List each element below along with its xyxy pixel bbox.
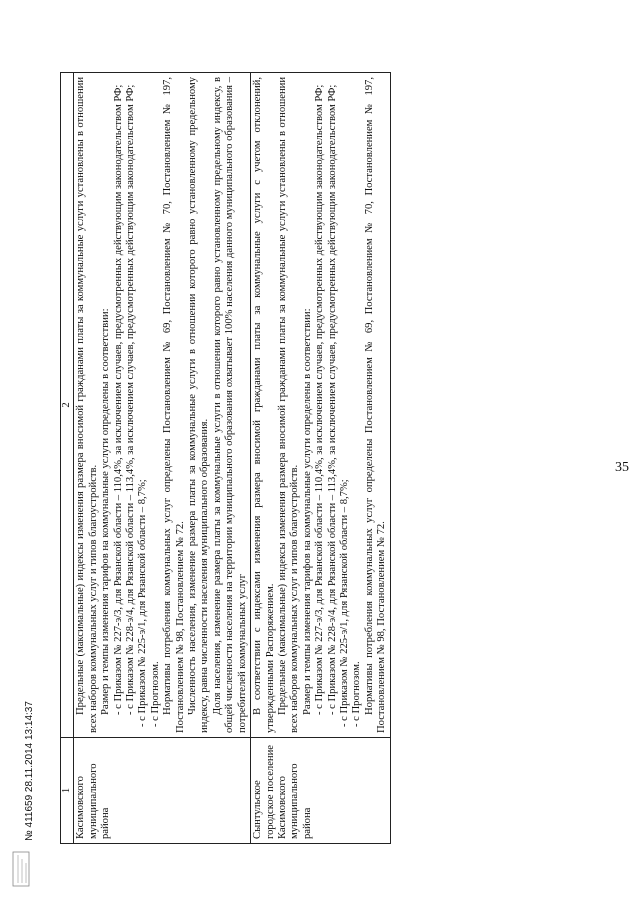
paragraph: Нормативы потребления коммунальных услуг определены Постановлением № 69, Постановлением № 70, Постановлением № 197, Постановлением № 98, Постановлением № 72.	[363, 77, 388, 733]
paragraph: Доля населения, изменение размера платы за коммунальные услуги в отношении которого равно установленному предельному индексу, в общей численности населения на территории муниципального образования охватывает 100% населения данного муниципального образования – потребителей коммунальных услуг	[211, 77, 248, 733]
paragraph: - с Прогнозом.	[149, 661, 161, 727]
header-col-1: 1	[61, 738, 74, 844]
paragraph: Размер и темпы изменения тарифов на коммунальные услуги определены в соответствии:	[100, 308, 112, 715]
paragraph: - с Приказом № 225-э/1, для Рязанской области – 8,7%;	[137, 479, 149, 727]
tariff-table	[60, 72, 391, 844]
paragraph: - с Приказом № 227-э/3, для Рязанской области – 110,4%, за исключением случаев, предусмотренных действующим законодательством РФ;	[112, 84, 124, 715]
paragraph: Нормативы потребления коммунальных услуг определены Постановлением № 69, Постановлением № 70, Постановлением № 197, Постановлением № 98, Постановлением № 72.	[162, 77, 186, 733]
paragraph: Численность населения, изменение размера платы за коммунальные услуги в отношении которого равно установленному предельному индексу, равна численности населения муниципального образования.	[187, 77, 211, 733]
paragraph: - с Приказом № 228-э/4, для Рязанской области – 113,4%, за исключением случаев, предусмотренных действующим законодательством РФ;	[326, 84, 338, 715]
document-footer: № 411659 28.11.2014 13:14:37	[24, 701, 35, 841]
table-row	[74, 73, 251, 844]
page-number: 35	[615, 460, 629, 475]
paragraph: - с Приказом № 228-э/4, для Рязанской области – 113,4%, за исключением случаев, предусмотренных действующим законодательством РФ;	[125, 84, 137, 715]
paragraph: В соответствии с индексами изменения размера вносимой гражданами платы за коммунальные услуги с учетом отклонений, утвержденными Распоряжением.	[252, 77, 276, 733]
paragraph: - с Прогнозом.	[351, 661, 363, 727]
paragraph: - с Приказом № 227-э/3, для Рязанской области – 110,4%, за исключением случаев, предусмотренных действующим законодательством РФ;	[314, 84, 326, 715]
description-cell	[251, 73, 390, 738]
municipality-cell: Сынтульское городское поселение Касимовского муниципального района	[251, 738, 390, 844]
paragraph: Размер и темпы изменения тарифов на коммунальные услуги определены в соответствии:	[301, 308, 313, 715]
stamp-logo	[12, 851, 30, 887]
table-row	[251, 73, 390, 844]
municipality-cell: Касимовского муниципального района	[74, 738, 251, 844]
paragraph: Предельные (максимальные) индексы изменения размера вносимой гражданами платы за коммунальные услуги установлены в отношении всех наборов коммунальных услуг и типов благоустройств.	[75, 77, 99, 733]
table-header-row	[61, 73, 74, 844]
header-col-2: 2	[61, 73, 74, 738]
paragraph: Предельные (максимальные) индексы изменения размера вносимой гражданами платы за коммунальные услуги установлены в отношении всех наборов коммунальных услуг и типов благоустройств.	[276, 77, 301, 733]
description-cell	[74, 73, 251, 738]
paragraph: - с Приказом № 225-э/1, для Рязанской области – 8,7%;	[338, 479, 350, 727]
